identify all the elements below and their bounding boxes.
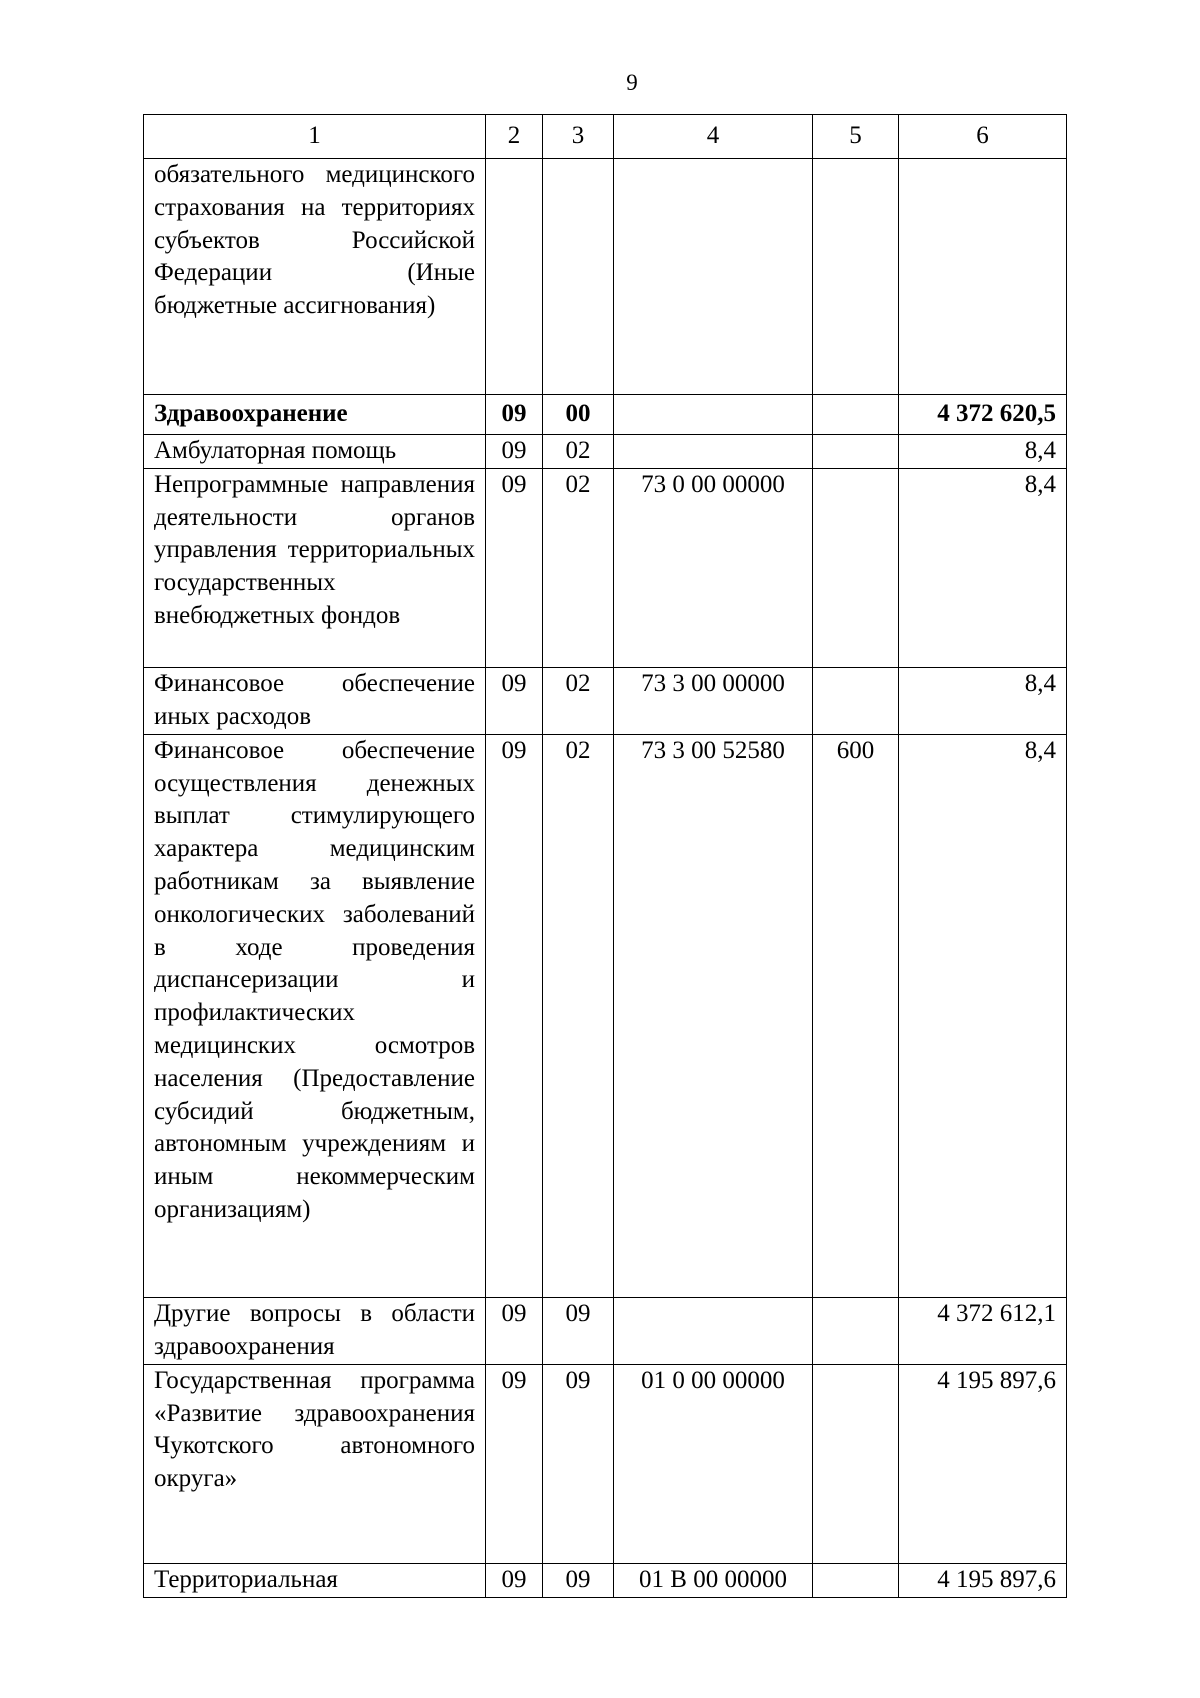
table-row — [144, 734, 1067, 1297]
row-name: Финансовое обеспечение иных расходов — [144, 667, 486, 734]
table-row — [144, 1563, 1067, 1597]
row-amount: 4 195 897,6 — [899, 1364, 1067, 1563]
row-expense-type — [813, 435, 899, 469]
row-subsection: 09 — [543, 1364, 614, 1563]
table-row — [144, 1297, 1067, 1364]
row-subsection: 02 — [543, 435, 614, 469]
row-amount: 8,4 — [899, 468, 1067, 667]
row-amount: 4 372 620,5 — [899, 395, 1067, 435]
row-target-code: 73 3 00 52580 — [614, 734, 813, 1297]
row-target-code: 73 0 00 00000 — [614, 468, 813, 667]
header-cell: 3 — [543, 115, 614, 159]
table-row — [144, 468, 1067, 667]
row-amount: 8,4 — [899, 667, 1067, 734]
row-target-code: 01 0 00 00000 — [614, 1364, 813, 1563]
row-section: 09 — [486, 734, 543, 1297]
row-expense-type — [813, 1297, 899, 1364]
row-section — [486, 159, 543, 395]
row-amount: 8,4 — [899, 435, 1067, 469]
table-row — [144, 667, 1067, 734]
table-row — [144, 1364, 1067, 1563]
row-expense-type: 600 — [813, 734, 899, 1297]
row-section: 09 — [486, 1563, 543, 1597]
row-subsection: 00 — [543, 395, 614, 435]
row-target-code — [614, 435, 813, 469]
row-section: 09 — [486, 667, 543, 734]
table-row — [144, 395, 1067, 435]
row-amount: 4 372 612,1 — [899, 1297, 1067, 1364]
row-subsection: 02 — [543, 468, 614, 667]
row-section: 09 — [486, 395, 543, 435]
row-expense-type — [813, 159, 899, 395]
row-expense-type — [813, 667, 899, 734]
row-target-code — [614, 159, 813, 395]
row-target-code: 73 3 00 00000 — [614, 667, 813, 734]
header-cell: 1 — [144, 115, 486, 159]
row-subsection — [543, 159, 614, 395]
row-section: 09 — [486, 1297, 543, 1364]
header-cell: 6 — [899, 115, 1067, 159]
row-expense-type — [813, 1364, 899, 1563]
row-expense-type — [813, 1563, 899, 1597]
row-subsection: 09 — [543, 1563, 614, 1597]
row-name: обязательного медицинского страхования на территориях субъектов Российской Федерации (Иные бюджетные ассигнования) — [144, 159, 486, 395]
row-name: Непрограммные направления деятельности органов управления территориальных государственных внебюджетных фондов — [144, 468, 486, 667]
table-row — [144, 159, 1067, 395]
header-cell: 5 — [813, 115, 899, 159]
row-subsection: 02 — [543, 667, 614, 734]
header-cell: 2 — [486, 115, 543, 159]
row-expense-type — [813, 395, 899, 435]
row-name: Другие вопросы в области здравоохранения — [144, 1297, 486, 1364]
header-row — [144, 115, 1067, 159]
row-section: 09 — [486, 435, 543, 469]
header-cell: 4 — [614, 115, 813, 159]
row-amount: 8,4 — [899, 734, 1067, 1297]
row-amount: 4 195 897,6 — [899, 1563, 1067, 1597]
row-expense-type — [813, 468, 899, 667]
row-section: 09 — [486, 1364, 543, 1563]
row-section: 09 — [486, 468, 543, 667]
page-number: 9 — [626, 70, 638, 95]
row-target-code: 01 В 00 00000 — [614, 1563, 813, 1597]
row-target-code — [614, 395, 813, 435]
row-target-code — [614, 1297, 813, 1364]
row-name: Территориальная — [144, 1563, 486, 1597]
row-name: Амбулаторная помощь — [144, 435, 486, 469]
row-subsection: 09 — [543, 1297, 614, 1364]
table-row — [144, 435, 1067, 469]
row-name: Государственная программа «Развитие здравоохранения Чукотского автономного округа» — [144, 1364, 486, 1563]
budget-table — [143, 114, 1067, 1598]
row-amount — [899, 159, 1067, 395]
row-name: Здравоохранение — [144, 395, 486, 435]
row-subsection: 02 — [543, 734, 614, 1297]
row-name: Финансовое обеспечение осуществления денежных выплат стимулирующего характера медицинским работникам за выявление онкологических заболеваний в ходе проведения диспансеризации и профилактических медицинских осмотров населения (Предоставление субсидий бюджетным, автономным учреждениям и иным некоммерческим организациям) — [144, 734, 486, 1297]
